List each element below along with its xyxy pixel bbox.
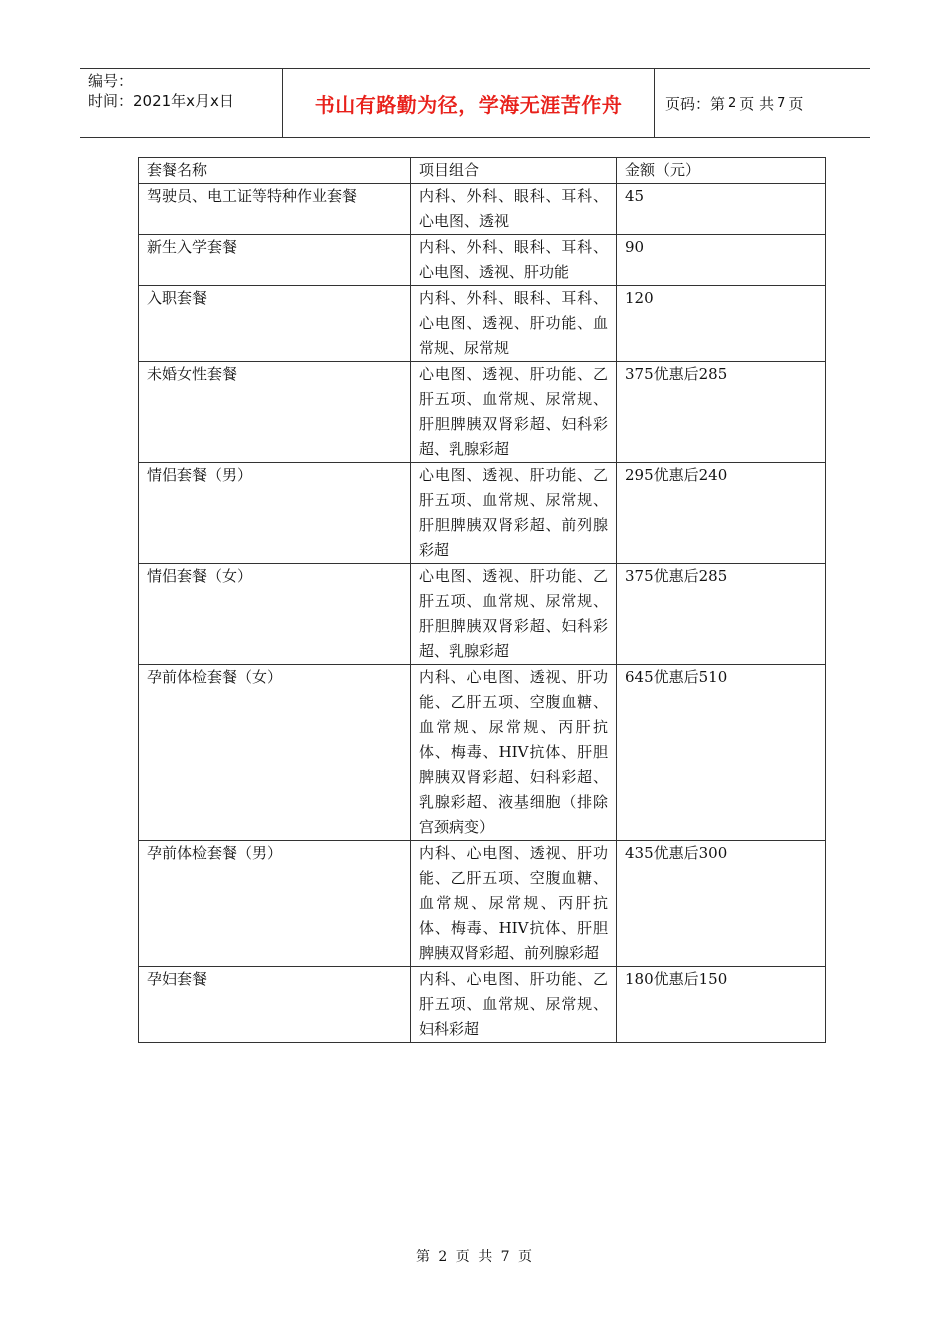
table-header-row <box>139 158 826 184</box>
time-label: 时间：2021年x月x日 <box>88 92 234 110</box>
package-items-cell: 内科、外科、眼科、耳科、心电图、透视、肝功能、血常规、尿常规 <box>411 286 617 362</box>
page-total: 7 <box>777 95 786 111</box>
table-row <box>139 286 826 362</box>
package-items-cell: 心电图、透视、肝功能、乙肝五项、血常规、尿常规、肝胆脾胰双肾彩超、妇科彩超、乳腺彩超 <box>411 362 617 463</box>
header-cell-price: 金额（元） <box>617 158 826 184</box>
package-items-cell: 内科、心电图、透视、肝功能、乙肝五项、空腹血糖、血常规、尿常规、丙肝抗体、梅毒、HIV抗体、肝胆脾胰双肾彩超、前列腺彩超 <box>411 841 617 967</box>
page-header <box>80 68 870 138</box>
header-cell-name: 套餐名称 <box>139 158 411 184</box>
header-page-info <box>655 69 870 137</box>
package-name-cell: 孕前体检套餐（男） <box>139 841 411 967</box>
package-name-cell: 新生入学套餐 <box>139 235 411 286</box>
package-price-cell: 375优惠后285 <box>617 362 826 463</box>
package-items-cell: 内科、心电图、肝功能、乙肝五项、血常规、尿常规、妇科彩超 <box>411 967 617 1043</box>
page-prefix: 页码：第 <box>665 94 726 113</box>
package-name-cell: 情侣套餐（男） <box>139 463 411 564</box>
package-items-cell: 内科、外科、眼科、耳科、心电图、透视、肝功能 <box>411 235 617 286</box>
header-motto-cell <box>282 69 655 137</box>
table-row <box>139 184 826 235</box>
package-name-cell: 未婚女性套餐 <box>139 362 411 463</box>
table-row <box>139 362 826 463</box>
package-price-cell: 120 <box>617 286 826 362</box>
package-price-cell: 90 <box>617 235 826 286</box>
package-table <box>138 157 826 1043</box>
package-items-cell: 心电图、透视、肝功能、乙肝五项、血常规、尿常规、肝胆脾胰双肾彩超、妇科彩超、乳腺彩超 <box>411 564 617 665</box>
package-price-cell: 375优惠后285 <box>617 564 826 665</box>
package-price-cell: 45 <box>617 184 826 235</box>
package-price-cell: 435优惠后300 <box>617 841 826 967</box>
table-row <box>139 564 826 665</box>
header-cell-items: 项目组合 <box>411 158 617 184</box>
number-label: 编号： <box>88 72 134 90</box>
table-row <box>139 841 826 967</box>
table-row <box>139 463 826 564</box>
package-name-cell: 入职套餐 <box>139 286 411 362</box>
package-price-cell: 295优惠后240 <box>617 463 826 564</box>
page-number: 2 <box>728 95 737 111</box>
package-price-cell: 645优惠后510 <box>617 665 826 841</box>
page-footer: 第 2 页 共 7 页 <box>415 1249 535 1265</box>
table-row <box>139 235 826 286</box>
package-items-cell: 内科、外科、眼科、耳科、心电图、透视 <box>411 184 617 235</box>
package-items-cell: 内科、心电图、透视、肝功能、乙肝五项、空腹血糖、血常规、尿常规、丙肝抗体、梅毒、HIV抗体、肝胆脾胰双肾彩超、妇科彩超、乳腺彩超、液基细胞（排除宫颈病变） <box>411 665 617 841</box>
package-name-cell: 孕前体检套餐（女） <box>139 665 411 841</box>
header-meta <box>80 69 282 137</box>
package-items-cell: 心电图、透视、肝功能、乙肝五项、血常规、尿常规、肝胆脾胰双肾彩超、前列腺彩超 <box>411 463 617 564</box>
package-name-cell: 驾驶员、电工证等特种作业套餐 <box>139 184 411 235</box>
package-name-cell: 孕妇套餐 <box>139 967 411 1043</box>
motto-text: 书山有路勤为径，学海无涯苦作舟 <box>314 92 623 117</box>
page-suffix: 页 <box>788 94 804 113</box>
package-price-cell: 180优惠后150 <box>617 967 826 1043</box>
package-name-cell: 情侣套餐（女） <box>139 564 411 665</box>
page-mid: 页 共 <box>739 94 775 113</box>
table-row <box>139 665 826 841</box>
table-row <box>139 967 826 1043</box>
